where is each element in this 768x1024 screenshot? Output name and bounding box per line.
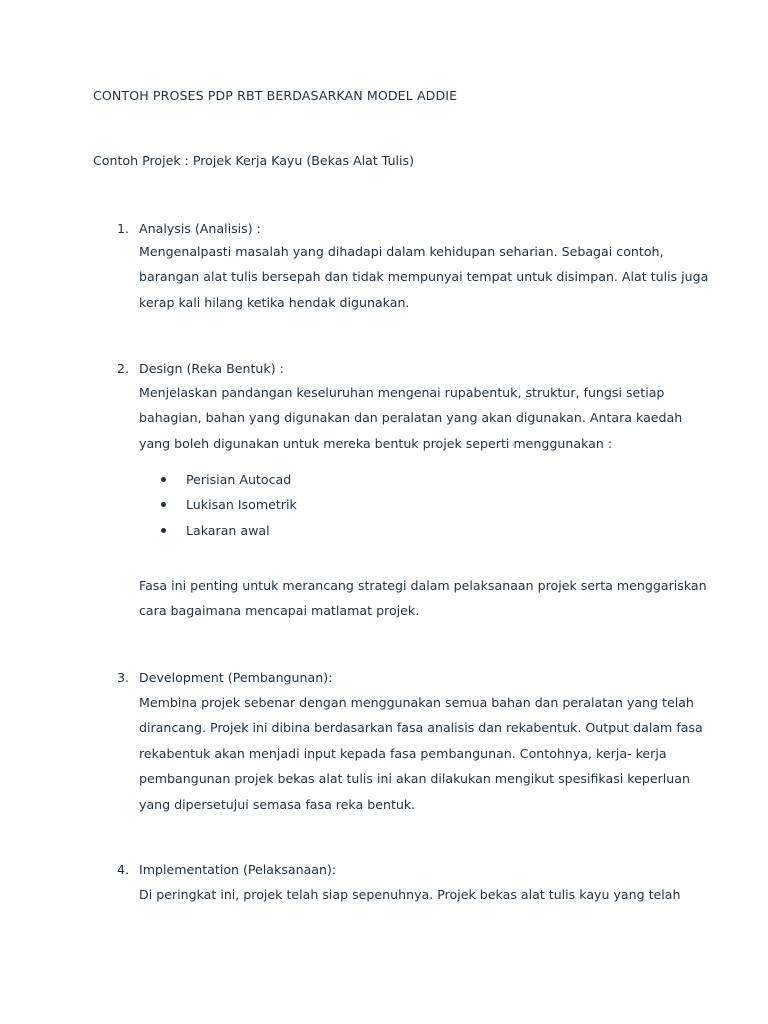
section-1-heading: Analysis (Analisis) : xyxy=(139,221,261,236)
section-2-line: Menjelaskan pandangan keseluruhan mengenai rupabentuk, struktur, fungsi setiap xyxy=(139,385,665,400)
section-4-line: Di peringkat ini, projek telah siap sepenuhnya. Projek bekas alat tulis kayu yang telah xyxy=(139,887,681,902)
section-3-line: rekabentuk akan menjadi input kepada fasa pembangunan. Contohnya, kerja- kerja xyxy=(139,745,667,761)
section-1-line: kerap kali hilang ketika hendak digunakan. xyxy=(139,294,410,310)
section-2-line: yang boleh digunakan untuk mereka bentuk projek seperti menggunakan : xyxy=(139,435,613,451)
section-3-heading: Development (Pembangunan): xyxy=(139,670,333,685)
section-2-number: 2. xyxy=(117,361,130,376)
section-3-line: dirancang. Projek ini dibina berdasarkan fasa analisis dan rekabentuk. Output dalam fasa xyxy=(139,720,703,736)
section-2-line: bahagian, bahan yang digunakan dan peralatan yang akan digunakan. Antara kaedah xyxy=(139,410,683,426)
section-2-closing-line: Fasa ini penting untuk merancang strategi dalam pelaksanaan projek serta menggariskan xyxy=(139,578,707,593)
section-1-line: Mengenalpasti masalah yang dihadapi dalam kehidupan seharian. Sebagai contoh, xyxy=(139,244,664,259)
section-3-line: yang dipersetujui semasa fasa reka bentuk. xyxy=(139,796,416,812)
section-2-closing-line: cara bagaimana mencapai matlamat projek. xyxy=(139,603,420,619)
section-3-line: Membina projek sebenar dengan menggunakan semua bahan dan peralatan yang telah xyxy=(139,695,694,710)
section-2-closing-paragraph xyxy=(139,573,707,624)
document-title: CONTOH PROSES PDP RBT BERDASARKAN MODEL ADDIE xyxy=(93,88,458,103)
section-1-line: barangan alat tulis bersepah dan tidak mempunyai tempat untuk disimpan. Alat tulis juga xyxy=(139,269,709,285)
bullet-text: Lakaran awal xyxy=(186,522,270,538)
section-4-number: 4. xyxy=(117,862,130,877)
section-1-number: 1. xyxy=(117,221,130,236)
bullet-text: Lukisan Isometrik xyxy=(186,497,297,513)
section-2-paragraph xyxy=(139,380,684,456)
section-3-line: pembangunan projek bekas alat tulis ini akan dilakukan mengikut spesifikasi keperluan xyxy=(139,771,690,787)
section-4-paragraph xyxy=(139,882,684,907)
bullet-icon xyxy=(161,528,166,533)
bullet-icon xyxy=(161,502,166,507)
section-1-paragraph xyxy=(139,239,709,315)
bullet-icon xyxy=(161,477,166,482)
section-3-paragraph xyxy=(139,690,703,817)
section-2-heading: Design (Reka Bentuk) : xyxy=(139,361,284,376)
section-3-number: 3. xyxy=(117,670,130,685)
bullet-text: Perisian Autocad xyxy=(186,472,292,487)
project-example-line: Contoh Projek : Projek Kerja Kayu (Bekas Alat Tulis) xyxy=(93,153,415,168)
section-4-heading: Implementation (Pelaksanaan): xyxy=(139,862,337,877)
